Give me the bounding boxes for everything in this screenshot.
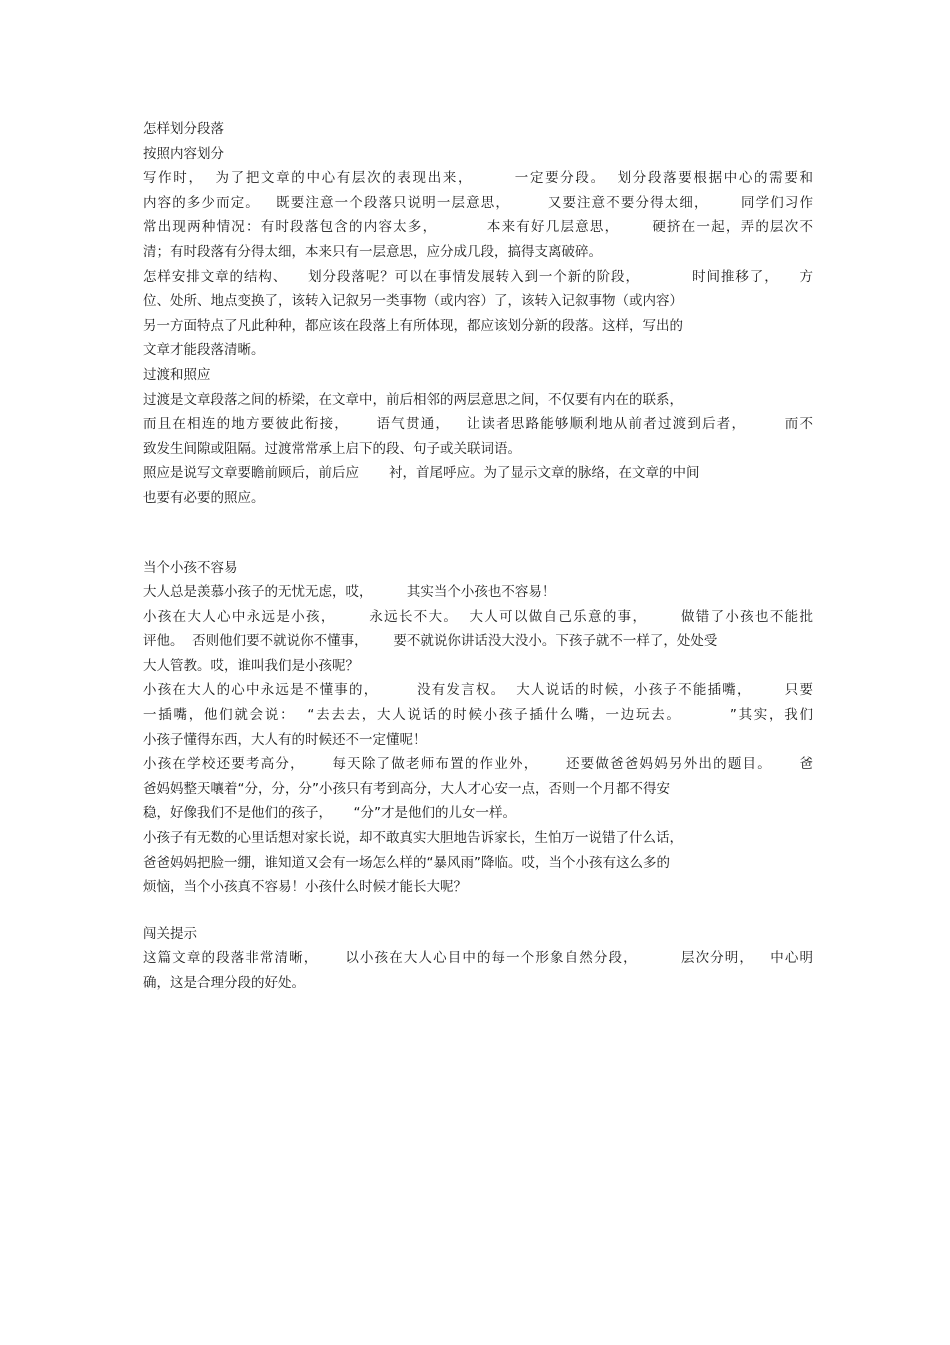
paragraph xyxy=(143,461,813,510)
document-page xyxy=(143,117,813,996)
text-line: 大人总是羡慕小孩子的无忧无虑，哎， 其实当个小孩也不容易！ xyxy=(143,584,556,601)
text-line: 小孩在大人的心中永远是不懂事的， 没有发言权。 大人说话的时候，小孩子不能插嘴， 只要 xyxy=(143,682,813,699)
paragraph xyxy=(143,605,813,679)
paragraph xyxy=(143,166,813,264)
text-line: 小孩子有无数的心里话想对家长说，却不敢真实大胆地告诉家长，生怕万一说错了什么话， xyxy=(143,830,683,847)
text-line: 文章才能段落清晰。 xyxy=(143,342,265,359)
text-line: 烦恼，当个小孩真不容易！小孩什么时候才能长大呢？ xyxy=(143,879,467,896)
text-line: 大人管教。哎，谁叫我们是小孩呢？ xyxy=(143,657,359,674)
text-line: 致发生间隙或阻隔。过渡常常承上启下的段、句子或关联词语。 xyxy=(143,440,521,457)
text-line: 一插嘴，他们就会说： “去去去，大人说话的时候小孩子插什么嘴，一边玩去。 ”其实，我们 xyxy=(143,707,813,724)
paragraph xyxy=(143,826,813,900)
text-line: 另一方面特点了凡此种种，都应该在段落上有所体现，都应该划分新的段落。这样，写出的 xyxy=(143,317,683,334)
paragraph xyxy=(143,580,813,605)
text-line: 小孩子懂得东西，大人有的时候还不一定懂呢！ xyxy=(143,731,427,748)
text-line: 而且在相连的地方要彼此衔接， 语气贯通， 让读者思路能够顺利地从前者过渡到后者， 而不 xyxy=(143,416,813,433)
paragraph xyxy=(143,265,813,363)
section-gap xyxy=(143,900,813,922)
section-gap xyxy=(143,511,813,556)
subheading-by-content: 按照内容划分 xyxy=(143,145,224,162)
heading-tips: 闯关提示 xyxy=(143,925,197,942)
paragraph xyxy=(143,388,813,462)
text-line: 小孩在大人心中永远是小孩， 永远长不大。 大人可以做自己乐意的事， 做错了小孩也不能批 xyxy=(143,608,813,625)
text-line: 这篇文章的段落非常清晰， 以小孩在大人心目中的每一个形象自然分段， 层次分明， 中心明 xyxy=(143,950,813,967)
text-line: 内容的多少而定。 既要注意一个段落只说明一层意思， 又要注意不要分得太细， 同学们习作 xyxy=(143,194,813,211)
text-line: 确，这是合理分段的好处。 xyxy=(143,975,305,991)
text-line: 清；有时段落有分得太细，本来只有一层意思，应分成几段，搞得支离破碎。 xyxy=(143,243,602,260)
text-line: 位、处所、地点变换了，该转入记叙另一类事物（或内容）了，该转入记叙事物（或内容） xyxy=(143,293,683,310)
text-line: 爸爸妈妈把脸一绷，谁知道又会有一场怎么样的“暴风雨”降临。哎，当个小孩有这么多的 xyxy=(143,854,670,871)
paragraph xyxy=(143,752,813,826)
paragraph xyxy=(143,946,813,995)
text-line: 怎样安排文章的结构、 划分段落呢？可以在事情发展转入到一个新的阶段， 时间推移了， 方 xyxy=(143,268,813,285)
text-line: 稳，好像我们不是他们的孩子， “分”才是他们的儿女一样。 xyxy=(143,805,516,822)
text-line: 过渡是文章段落之间的桥梁，在文章中，前后相邻的两层意思之间，不仅要有内在的联系， xyxy=(143,391,683,408)
text-line: 小孩在学校还要考高分， 每天除了做老师布置的作业外， 还要做爸爸妈妈另外出的题目。 爸 xyxy=(143,756,813,773)
text-line: 照应是说写文章要瞻前顾后，前后应 衬，首尾呼应。为了显示文章的脉络，在文章的中间 xyxy=(143,465,700,482)
paragraph xyxy=(143,678,813,752)
text-line: 评他。 否则他们要不就说你不懂事， 要不就说你讲话没大没小。下孩子就不一样了，处处受 xyxy=(143,633,718,650)
subheading-transition: 过渡和照应 xyxy=(143,366,211,383)
text-line: 常出现两种情况：有时段落包含的内容太多， 本来有好几层意思， 硬挤在一起，弄的层次不 xyxy=(143,219,813,236)
text-line: 写作时， 为了把文章的中心有层次的表现出来， 一定要分段。 划分段落要根据中心的需要和 xyxy=(143,170,813,187)
text-line: 爸妈妈整天嚷着“分，分，分”小孩只有考到高分，大人才心安一点，否则一个月都不得安 xyxy=(143,780,670,797)
text-line: 也要有必要的照应。 xyxy=(143,489,265,506)
heading-how-to-divide: 怎样划分段落 xyxy=(143,121,224,137)
heading-essay-title: 当个小孩不容易 xyxy=(143,559,238,576)
